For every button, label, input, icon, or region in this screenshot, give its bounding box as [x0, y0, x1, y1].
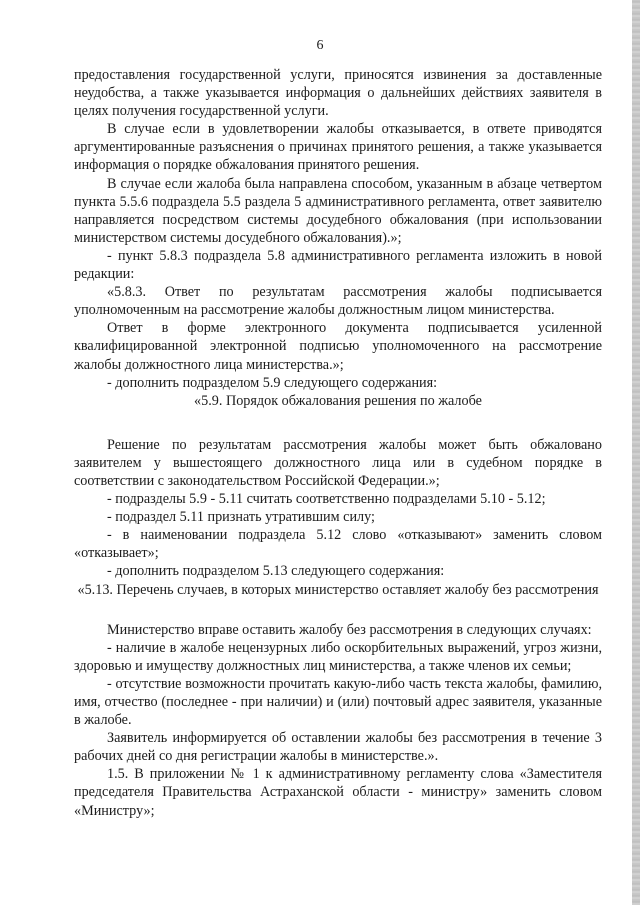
section-heading-5-13: «5.13. Перечень случаев, в которых министерство оставляет жалобу без рассмотрения	[77, 581, 599, 598]
paragraph-9: Решение по результатам рассмотрения жалобы может быть обжаловано заявителем у вышестоящего должностного лица или в судебном порядке в соответствии с законодательством Российской Федерации.»;	[74, 436, 602, 489]
paragraph-13: - дополнить подразделом 5.13 следующего содержания:	[107, 563, 445, 580]
document-body	[74, 66, 602, 820]
paragraph-18: Заявитель информируется об оставлении жалобы без рассмотрения в течение 3 рабочих дней со дня регистрации жалобы в министерстве.».	[74, 730, 602, 765]
paragraph-4: - пункт 5.8.3 подраздела 5.8 административного регламента изложить в новой редакции:	[74, 247, 602, 283]
section-heading-5-9: «5.9. Порядок обжалования решения по жалобе	[194, 392, 482, 409]
paragraph-11: - подраздел 5.11 признать утратившим силу;	[107, 509, 375, 526]
spacer	[74, 599, 602, 621]
paragraph-3: В случае если жалоба была направлена способом, указанным в абзаце четвертом пункта 5.5.6 подраздела 5.5 раздела 5 административного регламента, ответ заявителю направляется посредством системы досудебного обжалования (при использовании министерством системы досудебного обжалования).»;	[74, 175, 602, 246]
spacer	[74, 410, 602, 436]
page-number: 6	[316, 38, 324, 53]
paragraph-12: - в наименовании подраздела 5.12 слово «отказывают» заменить словом «отказывает»;	[74, 527, 602, 562]
paragraph-1: предоставления государственной услуги, приносятся извинения за доставленные неудобства, а также указывается информация о дальнейших действиях заявителя в целях получения государственной услуги.	[74, 67, 602, 120]
paragraph-19: 1.5. В приложении № 1 к административному регламенту слова «Заместителя председателя Правительства Астраханской области - министру» заменить словом «Министру»;	[74, 766, 602, 819]
paragraph-5: «5.8.3. Ответ по результатам рассмотрения жалобы подписывается уполномоченным на рассмотрение жалобы должностным лицом министерства.	[74, 284, 602, 319]
paragraph-2: В случае если в удовлетворении жалобы отказывается, в ответе приводятся аргументированные разъяснения о причинах принятого решения, а также указывается информация о порядке обжалования принятого решения.	[74, 121, 602, 174]
paragraph-15: Министерство вправе оставить жалобу без рассмотрения в следующих случаях:	[107, 621, 592, 638]
paragraph-10: - подразделы 5.9 - 5.11 считать соответственно подразделами 5.10 - 5.12;	[107, 491, 546, 508]
paragraph-6: Ответ в форме электронного документа подписывается усиленной квалифицированной электронной подписью уполномоченного на рассмотрение жалобы должностного лица министерства.»;	[74, 320, 602, 373]
paragraph-16: - наличие в жалобе нецензурных либо оскорбительных выражений, угроз жизни, здоровью и имуществу должностных лиц министерства, а также членов их семьи;	[74, 639, 602, 674]
paragraph-17: - отсутствие возможности прочитать какую-либо часть текста жалобы, фамилию, имя, отчество (последнее - при наличии) и (или) почтовый адрес заявителя, указанные в жалобе.	[74, 675, 602, 729]
scan-edge	[632, 0, 640, 905]
paragraph-7: - дополнить подразделом 5.9 следующего содержания:	[107, 374, 438, 391]
